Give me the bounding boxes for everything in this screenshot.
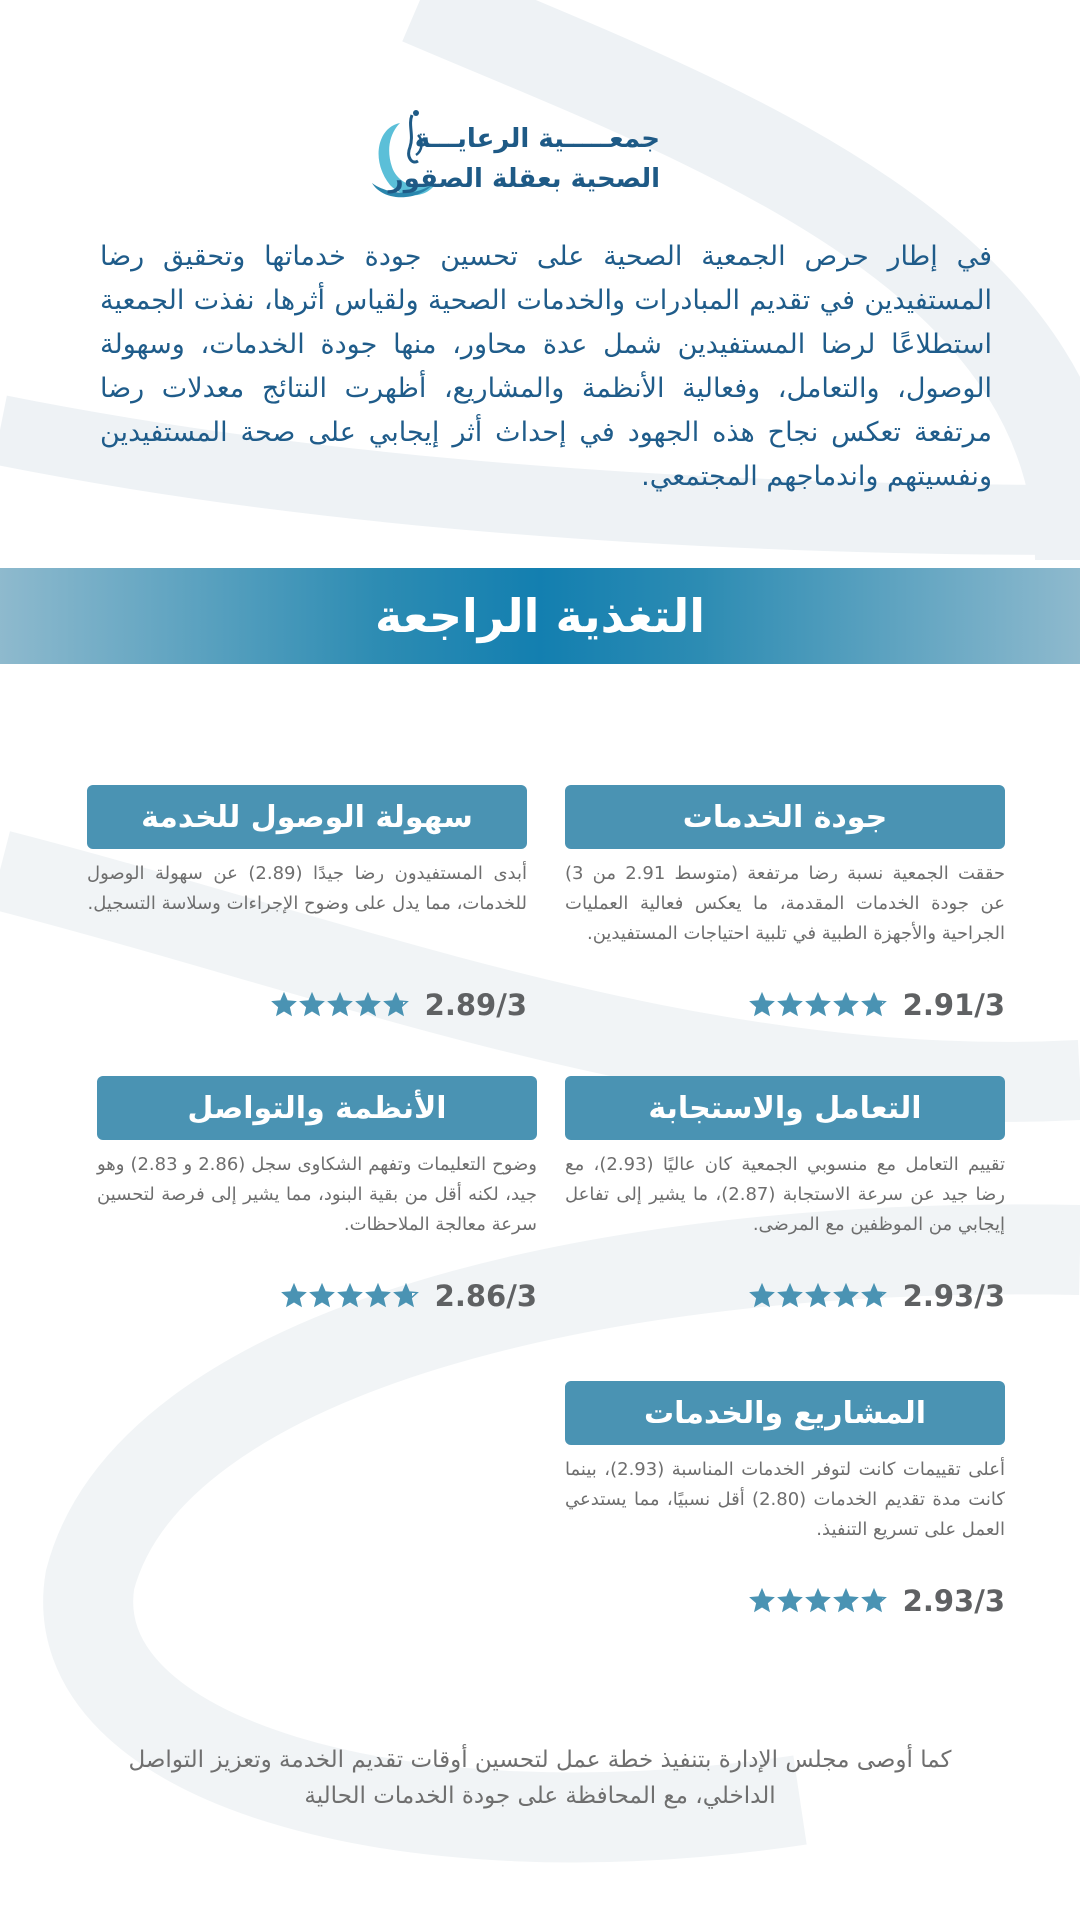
section-title: التغذية الراجعة <box>375 589 705 643</box>
star-icon <box>833 992 859 1018</box>
star-icon <box>777 992 803 1018</box>
card-text: وضوح التعليمات وتفهم الشكاوى سجل (2.86 و 2.83) وهو جيد، لكنه أقل من بقية البنود، مما يشير إلى فرصة لتحسين سرعة معالجة الملاحظات. <box>97 1154 537 1235</box>
card-title: سهولة الوصول للخدمة <box>87 785 527 849</box>
score-label: 2.93/3 <box>902 1279 1005 1313</box>
rating <box>749 1279 1005 1313</box>
feedback-card-projects <box>565 1381 1005 1618</box>
star-icon <box>299 992 325 1018</box>
star-rating <box>749 1588 887 1614</box>
organization-name-line1: جمعـــــية الرعايـــة <box>414 124 660 154</box>
card-text: أعلى تقييمات كانت لتوفر الخدمات المناسبة (2.93)، بينما كانت مدة تقديم الخدمات (2.80) أقل نسبيًا، مما يستدعي العمل على تسريع التنفيذ. <box>565 1459 1005 1540</box>
feedback-card-interaction <box>565 1076 1005 1313</box>
star-icon <box>309 1283 335 1309</box>
star-rating <box>271 992 409 1018</box>
star-icon <box>861 992 887 1018</box>
star-icon <box>749 1283 775 1309</box>
card-title: الأنظمة والتواصل <box>97 1076 537 1140</box>
star-icon <box>365 1283 391 1309</box>
card-title: المشاريع والخدمات <box>565 1381 1005 1445</box>
star-icon <box>749 1588 775 1614</box>
star-icon <box>805 1588 831 1614</box>
star-rating <box>749 992 887 1018</box>
card-text: أبدى المستفيدون رضا جيدًا (2.89) عن سهولة الوصول للخدمات، مما يدل على وضوح الإجراءات وسلاسة التسجيل. <box>87 863 528 914</box>
star-rating <box>749 1283 887 1309</box>
rating <box>281 1279 537 1313</box>
feedback-card-service-quality <box>565 785 1005 1022</box>
star-icon <box>861 1588 887 1614</box>
intro-paragraph: في إطار حرص الجمعية الصحية على تحسين جودة خدماتها وتحقيق رضا المستفيدين في تقديم المبادرات والخدمات الصحية ولقياس أثرها، نفذت الجمعية استطلاعًا لرضا المستفيدين شمل عدة محاور، منها جودة الخدمات، وسهولة الوصول، والتعامل، وفعالية الأنظمة والمشاريع، أظهرت النتائج معدلات رضا مرتفعة تعكس نجاح هذه الجهود في إحداث أثر إيجابي على صحة المستفيدين ونفسيتهم واندماجهم المجتمعي. <box>100 241 992 492</box>
score-label: 2.89/3 <box>424 988 527 1022</box>
star-rating <box>281 1283 419 1309</box>
card-title: التعامل والاستجابة <box>565 1076 1005 1140</box>
rating <box>271 988 527 1022</box>
organization-logo <box>360 105 720 205</box>
star-icon <box>861 1283 887 1309</box>
star-icon <box>327 992 353 1018</box>
star-icon <box>805 1283 831 1309</box>
star-icon <box>337 1283 363 1309</box>
star-icon <box>271 992 297 1018</box>
card-title: جودة الخدمات <box>565 785 1005 849</box>
star-icon <box>777 1588 803 1614</box>
star-icon <box>383 992 409 1018</box>
organization-name <box>389 119 660 199</box>
card-text: حققت الجمعية نسبة رضا مرتفعة (متوسط 2.91 من 3) عن جودة الخدمات المقدمة، ما يعكس فعالية العمليات الجراحية والأجهزة الطبية في تلبية احتياجات المستفيدين. <box>565 863 1005 944</box>
star-icon <box>393 1283 419 1309</box>
star-icon <box>777 1283 803 1309</box>
star-icon <box>805 992 831 1018</box>
star-icon <box>833 1283 859 1309</box>
rating <box>749 988 1005 1022</box>
rating <box>749 1584 1005 1618</box>
star-icon <box>281 1283 307 1309</box>
star-icon <box>833 1588 859 1614</box>
score-label: 2.93/3 <box>902 1584 1005 1618</box>
star-icon <box>749 992 775 1018</box>
score-label: 2.91/3 <box>902 988 1005 1022</box>
score-label: 2.86/3 <box>434 1279 537 1313</box>
closing-note: كما أوصى مجلس الإدارة بتنفيذ خطة عمل لتحسين أوقات تقديم الخدمة وتعزيز التواصل الداخلي، مع المحافظة على جودة الخدمات الحالية <box>128 1747 952 1809</box>
star-icon <box>355 992 381 1018</box>
feedback-card-access <box>87 785 528 1022</box>
section-banner <box>0 568 1080 664</box>
organization-name-line2: الصحية بعقلة الصقور <box>388 164 660 194</box>
feedback-card-systems <box>97 1076 537 1313</box>
card-text: تقييم التعامل مع منسوبي الجمعية كان عاليًا (2.93)، مع رضا جيد عن سرعة الاستجابة (2.87)، ما يشير إلى تفاعل إيجابي من الموظفين مع المرضى. <box>565 1154 1005 1235</box>
